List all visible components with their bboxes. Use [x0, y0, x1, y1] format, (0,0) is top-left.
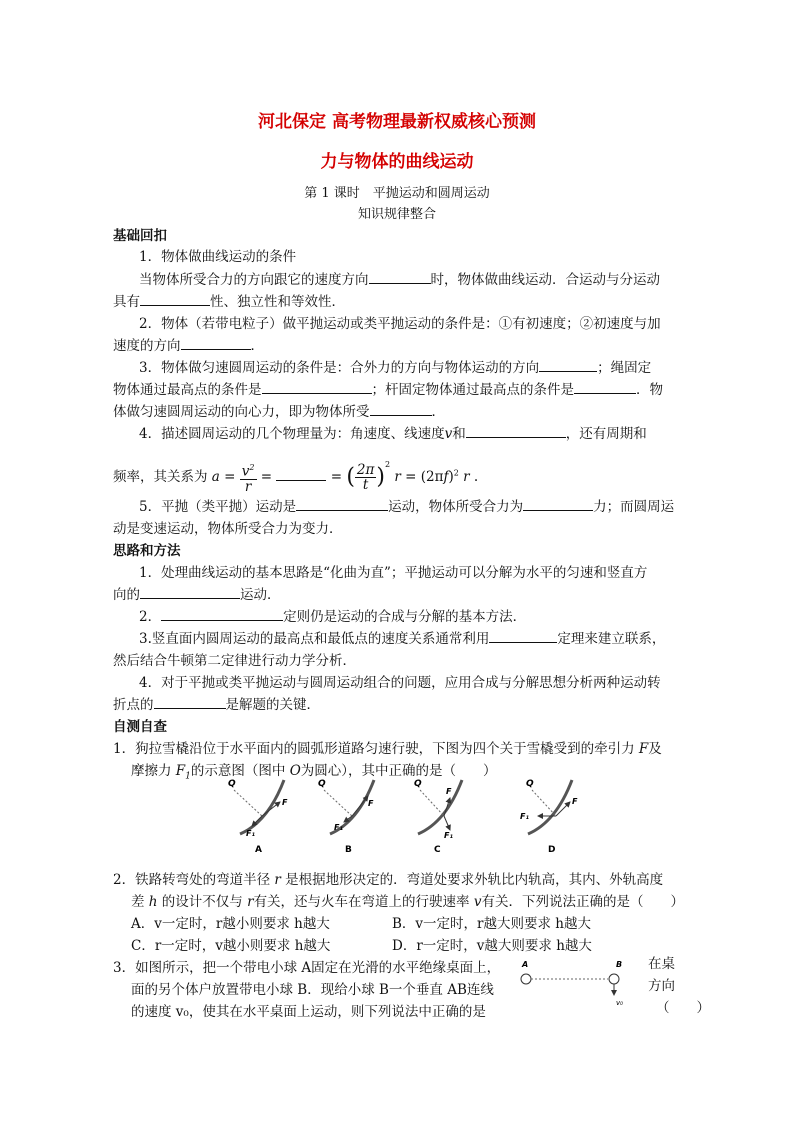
svg-text:F: F — [368, 799, 374, 808]
label-c: C — [434, 845, 441, 855]
blank-9 — [296, 498, 388, 511]
svg-text:Q: Q — [318, 779, 326, 789]
q5-text-b: 运动，物体所受合力为 — [388, 499, 524, 515]
blank-12 — [161, 608, 283, 621]
basics-heading: 基础回扣 — [113, 228, 167, 244]
blank-4 — [539, 359, 597, 372]
option-a[interactable]: A．v一定时，r越小则要求 h越大 — [131, 916, 330, 932]
svg-text:F₁: F₁ — [520, 812, 529, 821]
problem3-line3-right: （ ） — [656, 1000, 710, 1016]
blank-14 — [154, 696, 226, 709]
svg-text:F: F — [446, 787, 452, 796]
svg-text:Q: Q — [228, 779, 236, 789]
symbol-F1: $F_1$ — [175, 763, 191, 782]
blank-2 — [140, 293, 210, 306]
p2-text-e: 有关，还与火车在弯道上的行驶速率 — [253, 894, 470, 910]
basics-q5-line2: 动是变速运动，物体所受合力为变力． — [113, 521, 343, 537]
q4-text-d: 频率，其关系为 — [113, 469, 208, 485]
figure-a — [228, 779, 288, 855]
q2-text-b: ． — [250, 338, 264, 354]
q4-text-b: 和 — [452, 426, 466, 442]
m2-text-a: 2． — [139, 609, 162, 625]
problem3-line2-right: 方向 — [648, 978, 675, 994]
option-d[interactable]: D．r一定时，v越大则要求 h越大 — [392, 938, 592, 954]
problem3-line2: 面的另个体户放置带电小球 B．现给小球 B一个垂直 AB连线 — [131, 982, 494, 998]
basics-q3-line1 — [139, 356, 651, 376]
svg-text:F₁: F₁ — [444, 831, 453, 840]
basics-q1-line1: 1．物体做曲线运动的条件 — [139, 249, 297, 265]
page-title: 河北保定 高考物理最新权威核心预测 — [258, 112, 536, 132]
basics-q2-line2 — [113, 334, 264, 354]
q1-text-b: 时，物体做曲线运动．合运动与分运动 — [430, 272, 660, 288]
basics-q3-line2 — [113, 378, 663, 398]
m1-text-b: 运动． — [240, 587, 281, 603]
label-a: A — [255, 845, 262, 855]
problem1-line1: 1．狗拉雪橇沿位于水平面内的圆弧形道路匀速行驶，下图为四个关于雪橇受到的牵引力 F及 — [113, 741, 662, 757]
m3-text-a: 3.竖直面内圆周运动的最高点和最低点的速度关系通常利用 — [139, 631, 490, 647]
p2-text-f: 有关．下列说法正确的是（ ） — [481, 894, 684, 910]
label-b: B — [345, 845, 352, 855]
svg-text:Q: Q — [526, 779, 534, 789]
methods-m3-line1 — [139, 627, 665, 647]
methods-m1-line2 — [113, 583, 281, 603]
svg-text:F₁: F₁ — [246, 829, 255, 838]
methods-m1-line1: 1．处理曲线运动的基本思路是“化曲为直”；平抛运动可以分解为水平的匀速和竖直方 — [139, 565, 648, 581]
q1-text-d: 性、独立性和等效性． — [210, 294, 345, 310]
q5-text-c: 力；而圆周运 — [593, 499, 675, 515]
symbol-O: O — [289, 763, 301, 779]
m3-text-b: 定理来建立联系， — [557, 631, 666, 647]
m2-text-b: 定则仍是运动的合成与分解的基本方法． — [283, 609, 527, 625]
basics-q5-line1 — [139, 495, 674, 515]
q3-text-g: ． — [431, 404, 445, 420]
svg-text:B: B — [616, 960, 623, 969]
p2-text-c: 差 — [131, 894, 145, 910]
blank-7 — [370, 403, 432, 416]
p1-text-a: 1．狗拉雪橇沿位于水平面内的圆弧形道路匀速行驶，下图为四个关于雪橇受到的牵引力 — [113, 741, 635, 757]
q2-text-a: 速度的方向 — [113, 338, 181, 354]
q3-text-c: 物体通过最高点的条件是 — [113, 382, 262, 398]
lesson-title: 第 1 课时 平抛运动和圆周运动 — [304, 186, 490, 201]
methods-m4-line2 — [113, 693, 320, 713]
basics-q1-line2 — [139, 268, 660, 288]
problem2-line1 — [113, 868, 663, 888]
selftest-heading: 自测自查 — [113, 719, 167, 735]
svg-text:F: F — [282, 798, 288, 807]
p1-text-b: 摩擦力 — [131, 763, 172, 779]
basics-q2-line1: 2．物体（若带电粒子）做平抛运动或类平抛运动的条件是：①有初速度；②初速度与加 — [139, 316, 661, 332]
p1-text-c: 的示意图（图中 — [190, 763, 286, 779]
option-c[interactable]: C．r一定时，v越小则要求 h越大 — [131, 938, 331, 954]
p1-text-d: 为圆心），其中正确的是（ ） — [300, 763, 497, 779]
q4-text-a: 4．描述圆周运动的几个物理量为：角速度、线速度 — [139, 426, 445, 442]
problem3-line1: 3．如图所示，把一个带电小球 A固定在光滑的水平绝缘桌面上， — [113, 960, 501, 976]
symbol-r: r — [274, 872, 281, 888]
blank-5 — [262, 381, 372, 394]
blank-13 — [489, 630, 557, 643]
option-b[interactable]: B．v一定时，r越大则要求 h越大 — [392, 916, 591, 932]
q3-text-d: ；杆固定物体通过最高点的条件是 — [371, 382, 574, 398]
q3-text-f: 体做匀速圆周运动的向心力，即为物体所受 — [113, 404, 370, 420]
q1-text-c: 具有 — [113, 294, 140, 310]
blank-3 — [181, 337, 251, 350]
problem3-line3: 的速度 v₀，使其在水平桌面上运动，则下列说法中正确的是 — [131, 1004, 486, 1020]
figure-b — [318, 779, 374, 855]
symbol-v: v — [444, 426, 453, 442]
blank-10 — [523, 498, 593, 511]
methods-heading: 思路和方法 — [113, 543, 181, 559]
basics-q1-line3 — [113, 290, 345, 310]
q5-text-a: 5．平抛（类平抛）运动是 — [139, 499, 297, 515]
m1-text-a: 向的 — [113, 587, 140, 603]
methods-m3-line2: 然后结合牛顿第二定律进行动力学分析． — [113, 653, 356, 669]
svg-text:A: A — [522, 960, 529, 969]
section-title: 知识规律整合 — [357, 207, 436, 222]
svg-text:Q: Q — [414, 779, 422, 789]
formula: a = $\frac{v^2}{r}$ = = ( $\frac{2\pi}{t}$ )$^2$ $r = (2\pi f)^2$ r . — [211, 460, 479, 495]
blank-1 — [369, 271, 431, 284]
q4-text-c: ，还有周期和 — [565, 426, 647, 442]
svg-text:F: F — [572, 797, 578, 806]
basics-q4-line1 — [139, 422, 647, 442]
symbol-h: h — [148, 894, 158, 910]
svg-text:v₀: v₀ — [616, 999, 623, 1007]
p2-text-a: 2．铁路转弯处的弯道半径 — [113, 872, 271, 888]
chapter-title: 力与物体的曲线运动 — [320, 152, 474, 172]
m4-text-b: 是解题的关键． — [225, 697, 320, 713]
problem3-line1-right: 在桌 — [648, 956, 675, 972]
problem2-line2 — [131, 890, 684, 910]
p2-text-b: 是根据地形决定的．弯道处要求外轨比内轨高，其内、外轨高度 — [285, 872, 664, 888]
q3-text-a: 3．物体做匀速圆周运动的条件是：合外力的方向与物体运动的方向 — [139, 360, 540, 376]
problem3-figure — [516, 955, 634, 1007]
methods-m2-line — [139, 605, 526, 625]
basics-q3-line3 — [113, 400, 445, 420]
label-d: D — [548, 845, 556, 855]
q1-text-a: 当物体所受合力的方向跟它的速度方向 — [139, 272, 369, 288]
symbol-F: F — [638, 741, 649, 757]
p2-text-d: 的设计不仅与 — [161, 894, 243, 910]
basics-q4-line2 — [113, 445, 479, 495]
symbol-r2: r — [247, 894, 254, 910]
problem1-figures — [222, 772, 602, 858]
blank-11 — [140, 586, 240, 599]
m4-text-a: 折点的 — [113, 697, 154, 713]
svg-text:F₁: F₁ — [334, 823, 343, 832]
q3-text-b: ；绳固定 — [597, 360, 652, 376]
blank-8 — [466, 425, 566, 438]
methods-m4-line1: 4．对于平抛或类平抛运动与圆周运动组合的问题，应用合成与分解思想分析两种运动转 — [139, 675, 661, 691]
symbol-v2: v — [473, 894, 482, 910]
figure-d — [520, 779, 578, 855]
blank-6 — [574, 381, 636, 394]
q3-text-e: ．物 — [636, 382, 663, 398]
figure-c — [414, 779, 462, 855]
